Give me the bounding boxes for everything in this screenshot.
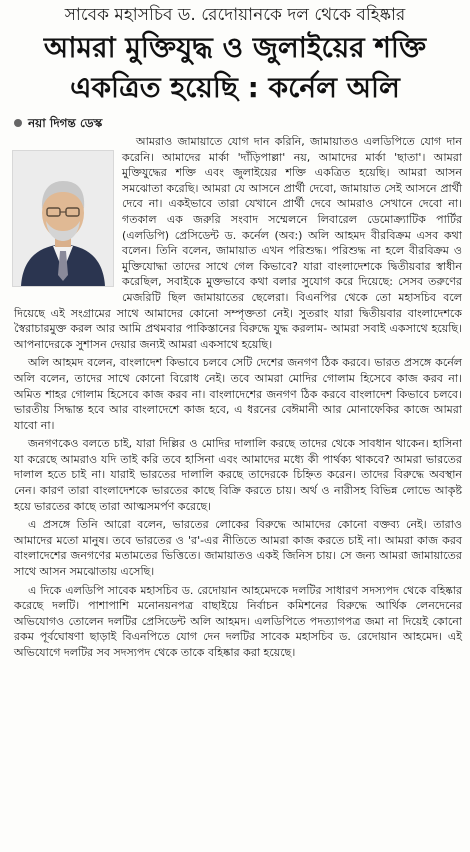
headline-line-1: আমরা মুক্তিযুদ্ধ ও জুলাইয়ের শক্তি <box>43 31 427 64</box>
byline-text: নয়া দিগন্ত ডেস্ক <box>28 116 103 130</box>
headline-line-2: একত্রিত হয়েছি : কর্নেল অলি <box>70 71 400 104</box>
paragraph-1: আমরাও জামায়াতে যোগ দান করিনি, জামায়াতও এলডিপিতে যোগ দান করেনি। আমাদের মার্কা 'দাঁড়িপাল্লা' নয়, আমাদের মার্কা 'ছাতা'। আমরা মুক্তিযুদ্ধের শক্তি এবং জুলাইয়ের শক্তি একত্রিত হয়েছি। আমরা আসন সমঝোতা করেছি। আমরা যে আসনে প্রার্থী দেবো, জামায়াত সেই আসনে প্রার্থী দেবে না। একইভাবে তারা যেখানে প্রার্থী দেবে আমরাও সেখানে দেবো না। গতকাল এক জরুরি সংবাদ সম্মেলনে লিবারেল ডেমোক্র্যাটিক পার্টির (এলডিপি) প্রেসিডেন্ট ড. কর্নেল (অব:) অলি আহমদ বীরবিক্রম এসব কথা বলেন। তিনি বলেন, জামায়াত এখন পরিশুদ্ধ। পরিশুদ্ধ না হলে বীরবিক্রম ও মুক্তিযোদ্ধা তাদের সাথে গেল কিভাবে? যারা বাংলাদেশকে দ্বিতীয়বার স্বাধীন করেছিল, সবাইকে মুক্তভাবে কথা বলার সুযোগ করে দিয়েছে: সেসব তরুণের মেজরিটি ছিল জামায়াতের ছেলেরা। বিএনপির থেকে তো মহাসচিব বলে দিয়েছে এই সংগ্রামের সাথে আমাদের কোনো সম্পৃক্ততা নেই। সুতরাং যারা দ্বিতীয়বার বাংলাদেশকে স্বৈরাচারমুক্ত করল আর আমি প্রথমবার পাকিস্তানের বিরুদ্ধে যুদ্ধ করলাম- আমরা সবাই একসাথে হয়েছি। আপনাদেরকে সুশাসন দেয়ার জন্যই আমরা একসাথে হয়েছি। <box>14 135 462 351</box>
paragraph-2: অলি আহমদ বলেন, বাংলাদেশ কিভাবে চলবে সেটি দেশের জনগণ ঠিক করবে। ভারত প্রসঙ্গে কর্নেল অলি বলেন, তাদের সাথে কোনো বিরোধ নেই। তবে আমরা মোদির গোলাম হিসেবে কাজ করব না। অমিত শাহর গোলাম হিসেবে কাজ করব না। বাংলাদেশের জনগণ ঠিক করবে বাংলাদেশ কিভাবে চলবে। ভারতীয় সিদ্ধান্ত হবে আর বাংলাদেশে কাজ হবে, এ ধরনের বেঈমানী আর মোনাফেকির কাজে আমরা যাবো না। <box>14 356 462 432</box>
article-body <box>14 134 462 661</box>
paragraph-5: এ দিকে এলডিপি সাবেক মহাসচিব ড. রেদোয়ান আহমেদকে দলটির সাধারণ সদস্যপদ থেকে বহিষ্কার করেছে দলটি। পাশাপাশি মনোনয়নপত্র বাছাইয়ে নির্বাচন কমিশনের বিরুদ্ধে আর্থিক লেনদেনের অভিযোগও তোলেন দলটির প্রেসিডেন্ট অলি আহমদ। এলডিপিতে পদত্যাগপত্র জমা না দিয়েই কোনো রকম পূর্বঘোষণা ছাড়াই বিএনপিতে যোগ দেন দলটির সাবেক মহাসচিব ড. রেদোয়ান আহমেদ। এই অভিযোগে দলটির সব সদস্যপদ থেকে তাকে বহিষ্কার করা হয়েছে। <box>14 583 462 659</box>
bullet-icon <box>14 119 22 127</box>
portrait-photo <box>12 150 114 287</box>
portrait-illustration <box>13 151 113 286</box>
byline <box>14 114 462 132</box>
kicker: সাবেক মহাসচিব ড. রেদোয়ানকে দল থেকে বহিষ্কার <box>64 5 406 25</box>
paragraph-4: এ প্রসঙ্গে তিনি আরো বলেন, ভারতের লোকের বিরুদ্ধে আমাদের কোনো বক্তব্য নেই। তারাও আমাদের মতো মানুষ। তবে ভারতের ও 'র'-এর নীতিতে আমরা কাজ করতে চাই না। আমরা কাজ করব বাংলাদেশের জনগণের মতামতের ভিত্তিতে। জামায়াতও একই জিনিস চায়। সে জন্য আমরা জামায়াতের সাথে আসন সমঝোতায় এসেছি। <box>14 518 462 579</box>
paragraph-3: জনগণকেও বলতে চাই, যারা দিল্লির ও মোদির দালালি করছে তাদের থেকে সাবধান থাকেন। হাসিনা যা করেছে আমরাও যদি তাই করি তবে হাসিনা এবং আমাদের মধ্যে কী পার্থক্য থাকবে? আমরা ভারতের দালাল হতে চাই না। যারাই ভারতের দালালি করছে তাদেরকে চিহ্নিত করেন। তাদের বিরুদ্ধে অবস্থান নেন। কারণ তারা বাংলাদেশকে ভারতের কাছে বিক্রি করতে চায়। অর্থ ও নারীসহ বিভিন্ন লোভে আকৃষ্ট হয়ে ভারতের কাছে তারা আত্মসমর্পণ করেছে। <box>14 437 462 513</box>
